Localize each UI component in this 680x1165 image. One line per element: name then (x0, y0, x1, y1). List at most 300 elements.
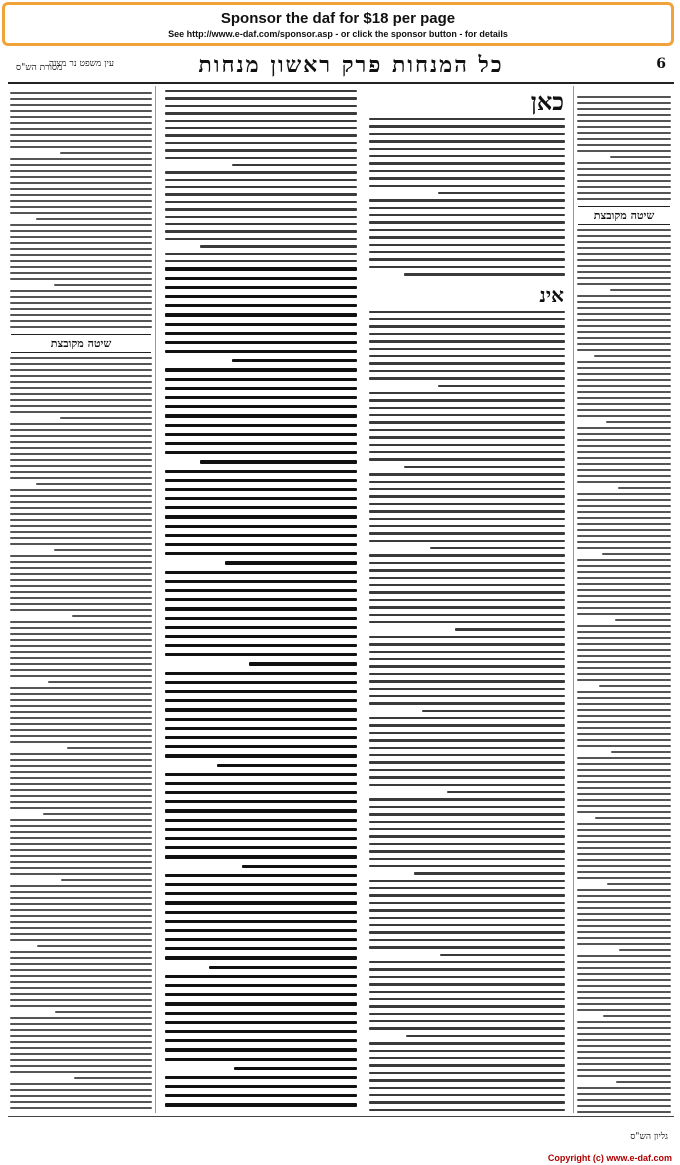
text-line (577, 499, 671, 501)
text-line (10, 224, 152, 226)
text-line (369, 503, 565, 505)
text-line (10, 411, 152, 413)
text-line (577, 997, 671, 999)
text-line (577, 673, 671, 675)
text-line (369, 429, 565, 431)
text-line (369, 1057, 565, 1059)
text-line (165, 304, 357, 307)
text-line (36, 218, 152, 220)
text-line (577, 937, 671, 939)
text-line (165, 387, 357, 390)
text-line (165, 901, 357, 904)
text-line (165, 672, 357, 675)
text-line (10, 867, 152, 869)
text-line (165, 313, 357, 316)
text-line (165, 984, 357, 987)
text-line (577, 1087, 671, 1089)
text-line (618, 487, 671, 489)
text-line (165, 571, 357, 574)
text-line (577, 331, 671, 333)
text-line (165, 488, 357, 491)
text-line (10, 1017, 152, 1019)
text-line (577, 168, 671, 170)
text-line (369, 1072, 565, 1074)
text-line (369, 1101, 565, 1103)
text-line (577, 985, 671, 987)
text-line (607, 883, 671, 885)
text-line (577, 295, 671, 297)
text-line (234, 1067, 357, 1070)
text-line (577, 799, 671, 801)
text-line (10, 1071, 152, 1073)
text-line (610, 289, 671, 291)
text-line (225, 561, 357, 564)
text-line (369, 983, 565, 985)
text-line (165, 1058, 357, 1061)
text-line (10, 741, 152, 743)
text-line (369, 481, 565, 483)
text-line (577, 793, 671, 795)
text-line (10, 459, 152, 461)
text-line (369, 1013, 565, 1015)
text-line (165, 277, 357, 280)
text-line (369, 1050, 565, 1052)
text-line (369, 251, 565, 253)
text-line (369, 377, 565, 379)
text-line (165, 855, 357, 858)
text-line (165, 589, 357, 592)
text-line (369, 207, 565, 209)
text-line (438, 192, 565, 194)
text-line (369, 658, 565, 660)
text-line (10, 98, 152, 100)
text-line (577, 409, 671, 411)
text-line (10, 645, 152, 647)
text-line (165, 193, 357, 195)
text-line (10, 441, 152, 443)
text-line (10, 915, 152, 917)
text-line (10, 687, 152, 689)
text-line (10, 609, 152, 611)
text-line (577, 132, 671, 134)
text-line (10, 200, 152, 202)
text-line (10, 963, 152, 965)
text-line (165, 260, 357, 262)
text-line (10, 453, 152, 455)
text-line (10, 248, 152, 250)
text-line (369, 554, 565, 556)
sponsor-title: Sponsor the daf for $18 per page (220, 10, 456, 27)
text-line (10, 423, 152, 425)
text-line (10, 260, 152, 262)
text-line (369, 170, 565, 172)
text-line (165, 295, 357, 298)
text-line (43, 813, 152, 815)
text-line (249, 662, 357, 665)
text-line (10, 320, 152, 322)
text-line (165, 708, 357, 711)
text-line (577, 451, 671, 453)
text-line (165, 736, 357, 739)
text-line (10, 519, 152, 521)
page-title: כל המנחות פרק ראשון מנחות (198, 52, 504, 78)
text-line (577, 235, 671, 237)
text-line (369, 946, 565, 948)
text-line (10, 308, 152, 310)
text-line (10, 254, 152, 256)
text-line (165, 424, 357, 427)
text-line (165, 653, 357, 656)
text-line (48, 681, 152, 683)
text-line (165, 800, 357, 803)
text-line (369, 599, 565, 601)
text-line (165, 368, 357, 371)
text-line (165, 497, 357, 500)
text-line (577, 415, 671, 417)
left-margin-column (7, 86, 156, 1113)
text-line (165, 267, 357, 270)
text-line (10, 597, 152, 599)
text-line (165, 718, 357, 721)
text-line (10, 603, 152, 605)
text-line (577, 733, 671, 735)
text-line (54, 284, 152, 286)
text-line (165, 543, 357, 546)
sponsor-subtitle[interactable]: See http://www.e-daf.com/sponsor.asp - or click the sponsor button - for details (168, 29, 508, 39)
text-line (10, 489, 152, 491)
text-line (10, 381, 152, 383)
text-line (10, 242, 152, 244)
text-line (577, 481, 671, 483)
text-line (430, 547, 565, 549)
text-line (165, 552, 357, 555)
text-line (165, 699, 357, 702)
text-line (577, 283, 671, 285)
text-line (577, 721, 671, 723)
text-line (369, 399, 565, 401)
text-line (369, 665, 565, 667)
sponsor-banner[interactable] (2, 2, 674, 46)
text-line (165, 1094, 357, 1097)
text-line (165, 332, 357, 335)
text-line (10, 939, 152, 941)
text-line (577, 697, 671, 699)
text-line (209, 966, 357, 969)
text-line (10, 134, 152, 136)
copyright-link[interactable]: Copyright (c) www.e-daf.com (547, 1153, 672, 1163)
text-line (54, 549, 152, 551)
text-line (165, 920, 357, 923)
text-line (10, 861, 152, 863)
text-line (369, 221, 565, 223)
text-line (10, 429, 152, 431)
text-line (577, 991, 671, 993)
text-line (577, 541, 671, 543)
text-line (10, 206, 152, 208)
text-line (577, 571, 671, 573)
text-line (369, 125, 565, 127)
text-line (619, 949, 671, 951)
text-line (10, 735, 152, 737)
text-line (577, 931, 671, 933)
text-line (577, 475, 671, 477)
text-line (10, 326, 152, 328)
text-line (369, 414, 565, 416)
text-line (369, 680, 565, 682)
text-line (369, 1109, 565, 1111)
text-line (36, 483, 152, 485)
text-line (10, 1107, 152, 1109)
text-line (10, 849, 152, 851)
text-line (577, 403, 671, 405)
text-line (165, 635, 357, 638)
text-line (10, 1095, 152, 1097)
text-line (577, 241, 671, 243)
right-column-heading: שיטה מקובצת (578, 206, 670, 225)
text-line (165, 809, 357, 812)
text-line (10, 435, 152, 437)
text-line (369, 917, 565, 919)
text-line (577, 1063, 671, 1065)
text-line (577, 174, 671, 176)
text-line (369, 355, 565, 357)
text-line (10, 561, 152, 563)
text-line (10, 369, 152, 371)
text-line (577, 517, 671, 519)
text-line (10, 921, 152, 923)
text-line (369, 813, 565, 815)
text-line (10, 92, 152, 94)
text-line (10, 585, 152, 587)
text-line (369, 569, 565, 571)
text-line (10, 302, 152, 304)
text-line (165, 1039, 357, 1042)
text-line (165, 1030, 357, 1033)
text-line (10, 122, 152, 124)
text-line (10, 651, 152, 653)
text-line (369, 976, 565, 978)
text-line (61, 879, 152, 881)
text-line (10, 933, 152, 935)
text-line (165, 534, 357, 537)
text-line (438, 385, 565, 387)
text-line (10, 405, 152, 407)
text-line (369, 821, 565, 823)
text-line (577, 259, 671, 261)
text-line (577, 319, 671, 321)
text-line (577, 367, 671, 369)
text-line (10, 399, 152, 401)
text-line (10, 675, 152, 677)
text-line (577, 913, 671, 915)
text-line (165, 892, 357, 895)
text-line (10, 831, 152, 833)
text-line (10, 969, 152, 971)
text-line (615, 619, 671, 621)
text-line (369, 843, 565, 845)
text-line (217, 764, 357, 767)
text-line (10, 693, 152, 695)
text-line (10, 1005, 152, 1007)
text-line (577, 613, 671, 615)
text-line (577, 247, 671, 249)
text-line (577, 955, 671, 957)
text-line (165, 208, 357, 210)
text-line (10, 627, 152, 629)
text-line (165, 90, 357, 92)
text-line (10, 699, 152, 701)
text-line (369, 1020, 565, 1022)
text-line (10, 579, 152, 581)
text-line (165, 201, 357, 203)
text-line (10, 1053, 152, 1055)
text-line (165, 186, 357, 188)
text-line (616, 1081, 671, 1083)
text-line (577, 961, 671, 963)
text-line (10, 567, 152, 569)
text-line (10, 525, 152, 527)
text-line (10, 212, 152, 214)
text-line (577, 853, 671, 855)
text-line (165, 819, 357, 822)
text-line (577, 829, 671, 831)
text-line (369, 732, 565, 734)
text-line (165, 378, 357, 381)
text-line (165, 690, 357, 693)
text-line (369, 540, 565, 542)
text-line (242, 865, 357, 868)
text-line (165, 350, 357, 353)
text-line (577, 277, 671, 279)
gilyon-hashas-label: גליון הש"ס (630, 1132, 668, 1142)
text-line (577, 1111, 671, 1113)
text-line (10, 188, 152, 190)
text-line (10, 230, 152, 232)
text-line (577, 1027, 671, 1029)
text-line (165, 754, 357, 757)
text-line (577, 889, 671, 891)
text-line (577, 505, 671, 507)
text-line (369, 806, 565, 808)
text-line (165, 773, 357, 776)
text-line (369, 244, 565, 246)
right-margin-column (573, 86, 674, 1113)
text-line (165, 157, 357, 159)
text-line (10, 957, 152, 959)
text-line (599, 685, 671, 687)
text-line (369, 199, 565, 201)
page-header (8, 52, 674, 84)
text-line (577, 535, 671, 537)
text-line (577, 301, 671, 303)
text-line (10, 717, 152, 719)
text-line (165, 846, 357, 849)
text-line (10, 891, 152, 893)
text-line (369, 688, 565, 690)
text-line (606, 421, 671, 423)
text-line (10, 447, 152, 449)
text-line (232, 164, 357, 166)
text-line (10, 999, 152, 1001)
text-line (577, 186, 671, 188)
text-line (165, 179, 357, 181)
text-line (369, 162, 565, 164)
text-line (165, 286, 357, 289)
text-line (577, 349, 671, 351)
text-line (10, 290, 152, 292)
text-line (10, 927, 152, 929)
text-line (10, 314, 152, 316)
text-line (369, 835, 565, 837)
text-line (10, 807, 152, 809)
text-line (369, 909, 565, 911)
text-line (577, 271, 671, 273)
text-line (577, 361, 671, 363)
text-line (577, 769, 671, 771)
text-line (10, 1023, 152, 1025)
text-line (10, 993, 152, 995)
text-line (369, 673, 565, 675)
text-line (165, 681, 357, 684)
text-line (369, 510, 565, 512)
text-line (369, 236, 565, 238)
text-line (577, 637, 671, 639)
text-line (577, 180, 671, 182)
text-line (369, 214, 565, 216)
main-right-column (366, 86, 568, 1113)
text-line (577, 385, 671, 387)
text-line (10, 170, 152, 172)
text-line (165, 216, 357, 218)
text-line (67, 747, 152, 749)
text-line (369, 444, 565, 446)
text-line (10, 537, 152, 539)
text-line (10, 981, 152, 983)
text-line (165, 1048, 357, 1051)
text-line (165, 149, 357, 151)
text-line (369, 636, 565, 638)
text-line (369, 939, 565, 941)
text-line (577, 739, 671, 741)
text-line (10, 771, 152, 773)
text-line (165, 1103, 357, 1106)
text-line (577, 577, 671, 579)
text-line (10, 387, 152, 389)
text-line (577, 1057, 671, 1059)
text-line (200, 245, 357, 247)
text-line (10, 795, 152, 797)
text-line (369, 325, 565, 327)
text-line (577, 757, 671, 759)
text-line (10, 531, 152, 533)
text-line (10, 140, 152, 142)
text-line (10, 272, 152, 274)
text-line (369, 370, 565, 372)
text-line (10, 903, 152, 905)
text-line (369, 436, 565, 438)
text-line (10, 633, 152, 635)
text-line (10, 507, 152, 509)
text-line (577, 1051, 671, 1053)
text-line (577, 943, 671, 945)
text-line (577, 379, 671, 381)
text-line (165, 525, 357, 528)
text-line (577, 583, 671, 585)
left-column-heading: שיטה מקובצת (11, 334, 151, 353)
text-line (577, 192, 671, 194)
text-line (165, 947, 357, 950)
text-line (369, 229, 565, 231)
